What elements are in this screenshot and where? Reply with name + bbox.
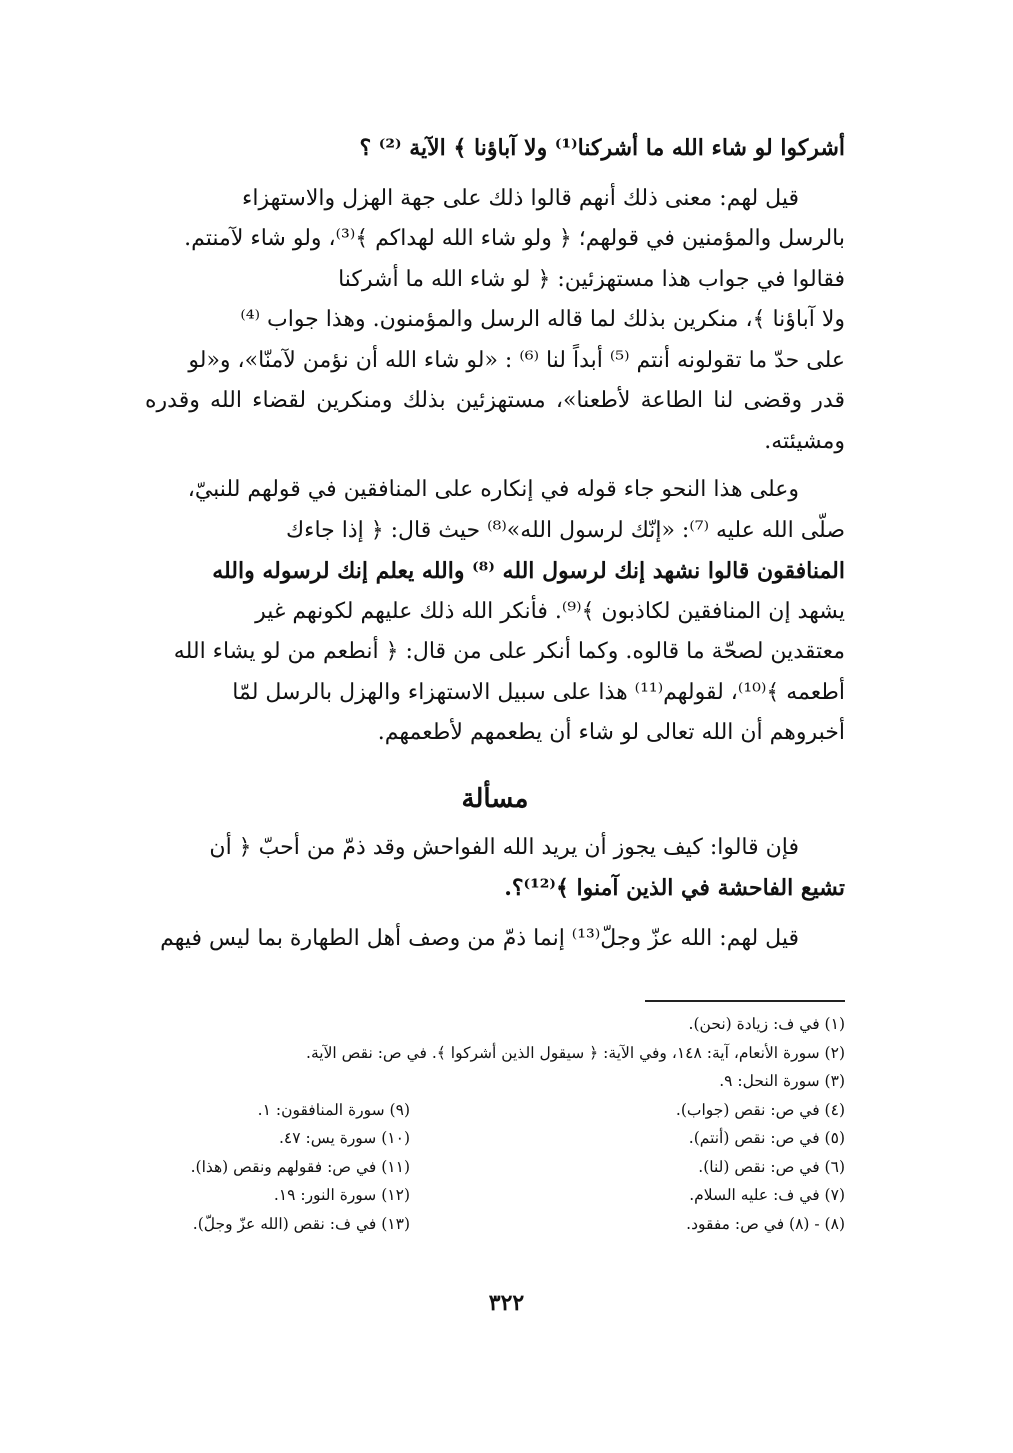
footnote-divider (645, 1000, 845, 1002)
footnote: (٩) سورة المنافقون: ١. (257, 1100, 410, 1119)
footnote: (٤) في ص: نقص (جواب). (675, 1100, 845, 1119)
footnote: (٣) سورة النحل: ٩. (719, 1072, 845, 1090)
text-line: قدر وقضى لنا الطاعة لأطعنا»، مستهزئين بذلك ومنكرين لقضاء الله وقدره ومشيئته. (145, 388, 845, 454)
text-line: ولا آباؤنا ﴾، منكرين بذلك لما قاله الرسل والمؤمنون. وهذا جواب ⁽⁴⁾ (240, 307, 845, 332)
text-line: فإن قالوا: كيف يجوز أن يريد الله الفواحش وقد ذمّ من أحبّ ﴿ أن (209, 834, 799, 860)
footnote: (١٠) سورة يس: ٤٧. (278, 1129, 410, 1147)
text-line: بالرسل والمؤمنين في قولهم؛ ﴿ ولو شاء الله لهداكم ﴾⁽³⁾، ولو شاء لآمنتم. (184, 226, 845, 251)
text-line: فقالوا في جواب هذا مستهزئين: ﴿ لو شاء الله ما أشركنا (338, 266, 845, 292)
footnote-column-left (150, 1096, 410, 1239)
footnote-column-right (545, 1096, 845, 1239)
text-line: يشهد إن المنافقين لكاذبون ﴾⁽⁹⁾. فأنكر الله ذلك عليهم لكونهم غير (255, 598, 845, 624)
paragraph-1 (145, 179, 845, 463)
text-line: صلّى الله عليه ⁽⁷⁾: «إنّك لرسول الله»⁽⁸⁾ حيث قال: ﴿ إذا جاءك (285, 517, 845, 543)
paragraph-4 (145, 919, 845, 960)
paragraph-2 (145, 470, 845, 754)
text-line: تشيع الفاحشة في الذين آمنوا ﴾⁽¹²⁾؟. (504, 875, 845, 901)
text-line: أشركوا لو شاء الله ما أشركنا⁽¹⁾ ولا آباؤنا ﴾ الآية ⁽²⁾ ؟ (359, 135, 845, 161)
text-line: معتقدين لصحّة ما قالوه. وكما أنكر على من قال: ﴿ أنطعم من لو يشاء الله (173, 639, 845, 664)
footnotes (150, 1010, 845, 1238)
text-line: على حدّ ما تقولونه أنتم ⁽⁵⁾ أبداً لنا ⁽⁶⁾ : «لو شاء الله أن نؤمن لآمنّا»، و«لو (188, 347, 845, 373)
text-line: قيل لهم: الله عزّ وجلّ⁽¹³⁾ إنما ذمّ من وصف أهل الطهارة بما ليس فيهم (160, 925, 799, 951)
footnote: (١٢) سورة النور: ١٩. (273, 1186, 410, 1204)
section-heading: مسألة (461, 783, 529, 814)
text-line: أطعمه ﴾⁽¹⁰⁾، لقولهم⁽¹¹⁾ هذا على سبيل الاستهزاء والهزل بالرسل لمّا (232, 679, 845, 705)
footnote: (١٣) في ف: نقص (الله عزّ وجلّ). (192, 1214, 410, 1233)
page-number: ٣٢٢ (488, 1290, 525, 1316)
footnote: (٨) - (٨) في ص: مفقود. (686, 1214, 845, 1233)
footnote: (٦) في ص: نقص (لنا). (698, 1157, 845, 1176)
text-line: قيل لهم: معنى ذلك أنهم قالوا ذلك على جهة الهزل والاستهزاء (242, 185, 799, 211)
footnote: (٢) سورة الأنعام، آية: ١٤٨، وفي الآية: ﴿ سيقول الذين أشركوا ﴾. في ص: نقص الآية. (306, 1043, 845, 1062)
footnote-columns (150, 1096, 845, 1239)
paragraph-0 (145, 128, 845, 169)
text-line: وعلى هذا النحو جاء قوله في إنكاره على المنافقين في قولهم للنبيّ، (187, 477, 799, 502)
footnote: (٧) في ف: عليه السلام. (689, 1186, 845, 1204)
footnote: (٥) في ص: نقص (أنتم). (688, 1129, 845, 1147)
text-line: المنافقون قالوا نشهد إنك لرسول الله ⁽⁸⁾ والله يعلم إنك لرسوله والله (212, 558, 845, 584)
footnote: (١١) في ص: فقولهم ونقص (هذا). (190, 1157, 410, 1176)
text-line: أخبروهم أن الله تعالى لو شاء أن يطعمهم لأطعمهم. (377, 720, 845, 745)
paragraph-3 (145, 828, 845, 909)
footnote: (١) في ف: زيادة (نحن). (688, 1015, 845, 1033)
page-body (145, 128, 845, 959)
